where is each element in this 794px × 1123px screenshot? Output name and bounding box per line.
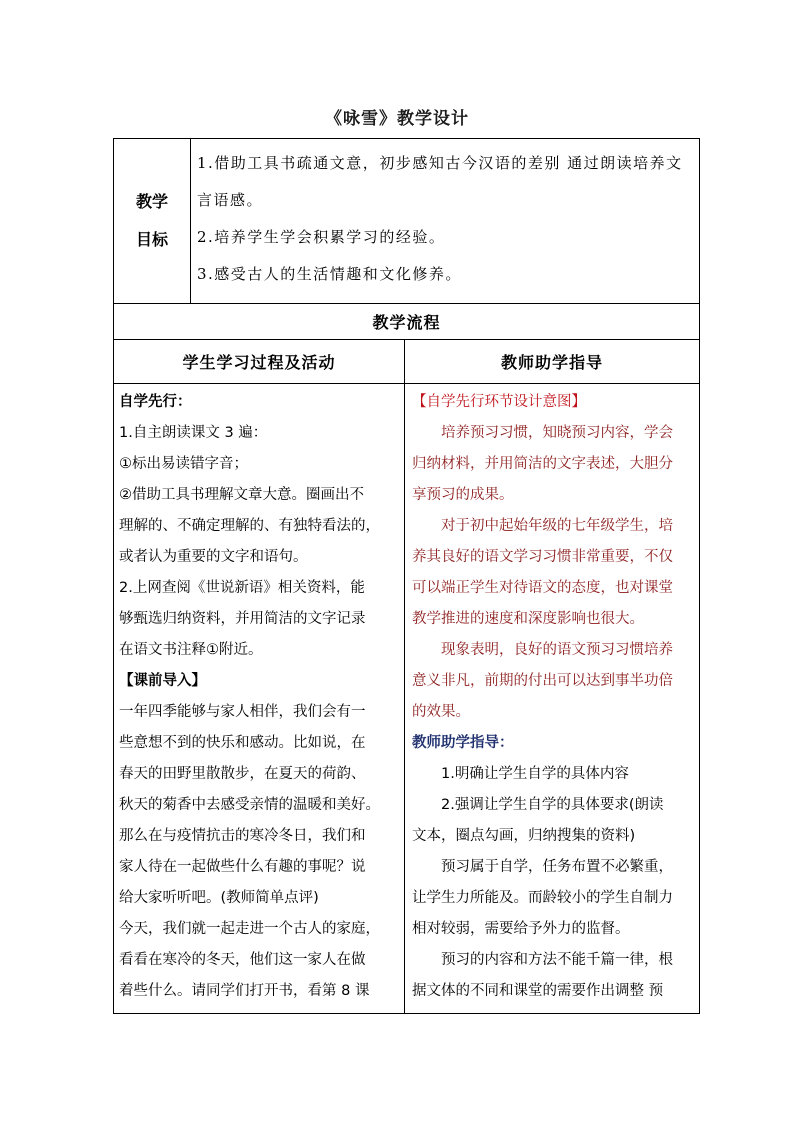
- content-row: [114, 384, 700, 1014]
- teacher-line: 可以端正学生对待语文的态度，也对课堂: [412, 580, 673, 596]
- teacher-line: 教学推进的速度和深度影响也很大。: [412, 611, 644, 627]
- teacher-line: 享预习的成果。: [412, 487, 514, 503]
- teacher-line: 养其良好的语文学习习惯非常重要，不仅: [412, 549, 673, 565]
- goals-label-line-2: 目标: [135, 230, 168, 249]
- student-section-heading: 【课前导入】: [119, 673, 206, 689]
- student-line: 2.上网查阅《世说新语》相关资料，能: [119, 580, 365, 596]
- student-line: 些意想不到的快乐和感动。比如说，在: [119, 735, 366, 751]
- student-column-header: 学生学习过程及活动: [114, 340, 405, 384]
- student-line: ①标出易读错字音；: [119, 456, 248, 472]
- teacher-guidance-cell: [405, 384, 700, 1014]
- teacher-line: 培养预习习惯，知晓预习内容，学会: [441, 425, 673, 441]
- teacher-line: 的效果。: [412, 704, 470, 720]
- teacher-line: 意义非凡，前期的付出可以达到事半功倍: [412, 673, 673, 689]
- flow-header-row: [114, 304, 700, 340]
- student-line: 给大家听听吧。(教师简单点评): [119, 890, 319, 906]
- teacher-line: 让学生力所能及。而龄较小的学生自制力: [412, 890, 673, 906]
- teacher-section-heading: 【自学先行环节设计意图】: [412, 394, 586, 410]
- student-line: 秋天的菊香中去感受亲情的温暖和美好。: [119, 797, 380, 813]
- student-line: ②借助工具书理解文章大意。圈画出不: [119, 487, 364, 503]
- teacher-line: 预习属于自学，任务布置不必繁重，: [441, 859, 673, 875]
- student-line: 那么在与疫情抗击的寒冷冬日，我们和: [119, 828, 366, 844]
- student-line: 够甄选归纳资料，并用简洁的文字记录: [119, 611, 366, 627]
- column-header-row: [114, 340, 700, 384]
- student-line: 春天的田野里散散步，在夏天的荷韵、: [119, 766, 366, 782]
- teacher-line: 文本，圈点勾画，归纳搜集的资料): [412, 828, 636, 844]
- student-line: 看看在寒冷的冬天，他们这一家人在做: [119, 952, 366, 968]
- teacher-line: 归纳材料，并用简洁的文字表述，大胆分: [412, 456, 673, 472]
- teacher-line: 1.明确让学生自学的具体内容: [441, 766, 629, 782]
- student-line: 自学先行：: [119, 394, 192, 410]
- teacher-line: 预习的内容和方法不能千篇一律，根: [441, 952, 673, 968]
- student-line: 今天，我们就一起走进一个古人的家庭，: [119, 921, 380, 937]
- teacher-column-header: 教师助学指导: [405, 340, 700, 384]
- student-line: 1.自主朗读课文 3 遍：: [119, 425, 268, 441]
- student-line: 着些什么。请同学们打开书，看第 8 课: [119, 983, 370, 999]
- student-line: 或者认为重要的文字和语句。: [119, 549, 308, 565]
- goals-label-line-1: 教学: [135, 192, 168, 211]
- teacher-line: 2.强调让学生自学的具体要求(朗读: [441, 797, 664, 813]
- goal-item-3: 3.感受古人的生活情趣和文化修养。: [197, 265, 462, 283]
- teacher-section-heading: 教师助学指导：: [412, 735, 514, 751]
- student-line: 家人待在一起做些什么有趣的事呢？说: [119, 859, 366, 875]
- lesson-plan-table: [113, 138, 700, 1014]
- student-line: 一年四季能够与家人相伴，我们会有一: [119, 704, 366, 720]
- goal-item-1: 1.借助工具书疏通文意，初步感知古今汉语的差别 通过朗读培养文言语感。: [197, 154, 683, 209]
- goals-row: [114, 139, 700, 304]
- teacher-line: 据文体的不同和课堂的需要作出调整 预: [412, 983, 664, 999]
- student-line: 理解的、不确定理解的、有独特看法的，: [119, 518, 380, 534]
- goals-content-cell: [191, 139, 700, 304]
- document-title: 《咏雪》教学设计: [325, 109, 469, 129]
- flow-title: 教学流程: [114, 304, 700, 340]
- teacher-line: 现象表明，良好的语文预习习惯培养: [441, 642, 673, 658]
- teacher-line: 相对较弱，需要给予外力的监督。: [412, 921, 630, 937]
- teacher-line: 对于初中起始年级的七年级学生，培: [441, 518, 673, 534]
- goals-label-cell: [114, 139, 191, 304]
- student-activities-cell: [114, 384, 405, 1014]
- student-line: 在语文书注释①附近。: [119, 642, 263, 658]
- goal-item-2: 2.培养学生学会积累学习的经验。: [197, 228, 446, 246]
